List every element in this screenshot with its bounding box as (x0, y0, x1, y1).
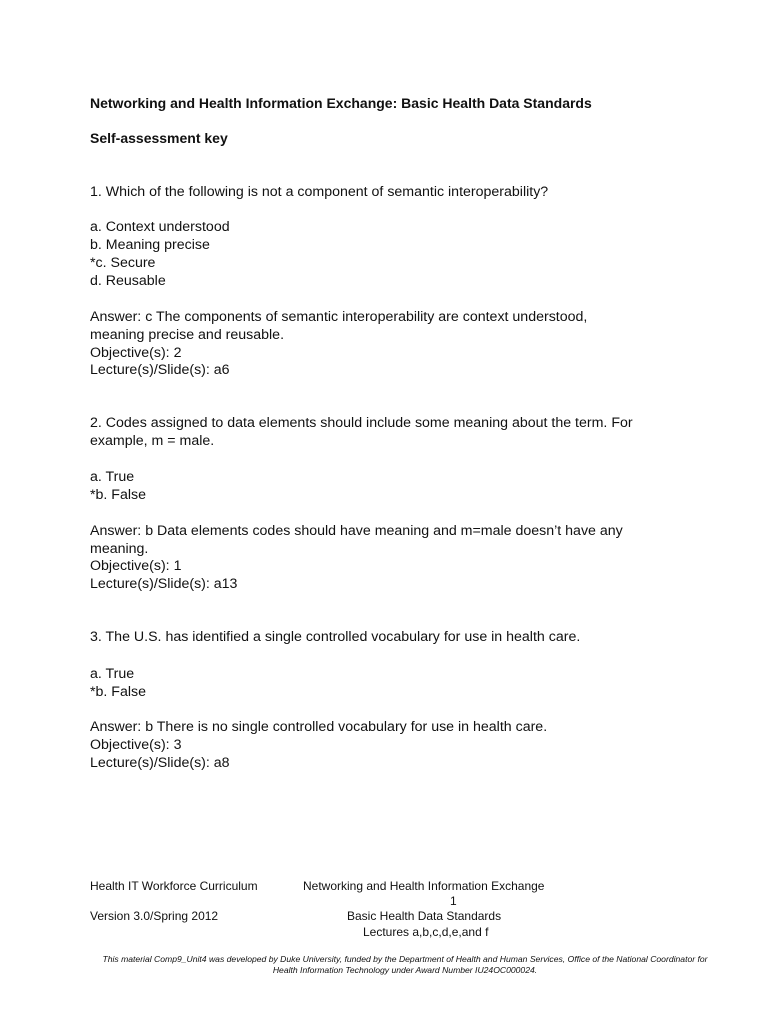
footer-page-number: 1 (450, 894, 457, 908)
footer-unit-title: Basic Health Data Standards (347, 909, 502, 923)
question-2-lecture: Lecture(s)/Slide(s): a13 (90, 576, 238, 592)
question-1-option-b: b. Meaning precise (90, 237, 210, 253)
question-2-objective: Objective(s): 1 (90, 558, 182, 574)
question-3-objective: Objective(s): 3 (90, 737, 182, 753)
question-2-option-a: a. True (90, 469, 135, 485)
document-title: Networking and Health Information Exchange: Basic Health Data Standards (90, 95, 592, 111)
question-3-text: 3. The U.S. has identified a single controlled vocabulary for use in health care. (90, 629, 581, 645)
question-1-text: 1. Which of the following is not a component of semantic interoperability? (90, 184, 549, 200)
footer-lectures: Lectures a,b,c,d,e,and f (363, 925, 489, 939)
question-3-option-b: *b. False (90, 684, 146, 700)
footer-curriculum: Health IT Workforce Curriculum (90, 879, 258, 893)
question-1-option-c: *c. Secure (90, 255, 156, 271)
footer-funding-note: This material Comp9_Unit4 was developed by Duke University, funded by the Department of Health and Human Services, Office of the National Coordinator for Health Information Technology under Award Number IU24OC000024. (102, 954, 708, 975)
question-3-answer: Answer: b There is no single controlled vocabulary for use in health care. (90, 719, 548, 735)
footer-version: Version 3.0/Spring 2012 (90, 909, 219, 923)
question-3-lecture: Lecture(s)/Slide(s): a8 (90, 755, 230, 771)
document-subtitle: Self-assessment key (90, 130, 228, 146)
question-1-option-d: d. Reusable (90, 273, 166, 289)
question-2-text: 2. Codes assigned to data elements should include some meaning about the term. For example, m = male. (90, 415, 633, 449)
question-1-lecture: Lecture(s)/Slide(s): a6 (90, 362, 230, 378)
question-3-option-a: a. True (90, 666, 135, 682)
question-2-option-b: *b. False (90, 487, 146, 503)
footer-course-title: Networking and Health Information Exchange (303, 879, 545, 893)
question-1-answer: Answer: c The components of semantic interoperability are context understood, meaning precise and reusable. (90, 309, 588, 343)
question-1-option-a: a. Context understood (90, 219, 230, 235)
question-2-answer: Answer: b Data elements codes should have meaning and m=male doesn’t have any meaning. (90, 523, 623, 557)
question-1-objective: Objective(s): 2 (90, 345, 182, 361)
